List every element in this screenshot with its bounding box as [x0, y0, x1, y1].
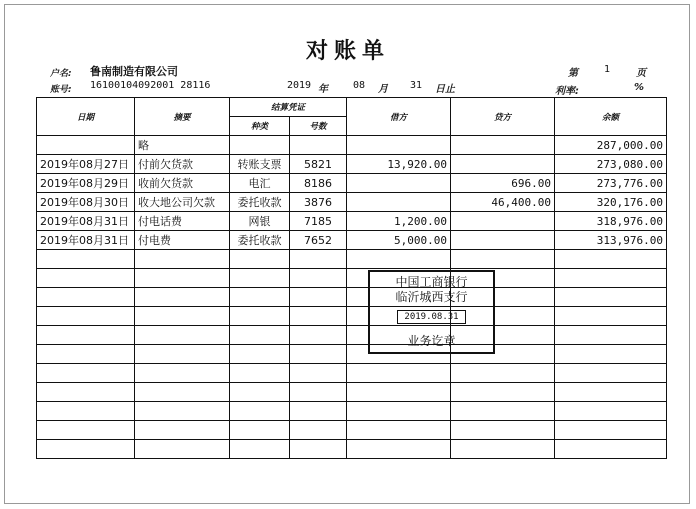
- cell-empty: [555, 421, 667, 440]
- cell-empty: [135, 383, 230, 402]
- table-row: [37, 212, 667, 231]
- cell-credit: [451, 155, 555, 174]
- account-name: 鲁南制造有限公司: [90, 65, 178, 78]
- table-row-empty: [37, 402, 667, 421]
- cell-voucher-type: [230, 136, 290, 155]
- cell-date: 2019年08月29日: [37, 174, 135, 193]
- cell-empty: [290, 288, 347, 307]
- month-label: 月: [378, 84, 388, 95]
- header-debit: 借方: [347, 98, 451, 136]
- cell-debit: 5,000.00: [347, 231, 451, 250]
- cell-voucher-no: 3876: [290, 193, 347, 212]
- table-row-empty: [37, 326, 667, 345]
- cell-empty: [347, 250, 451, 269]
- statement-year: 2019: [287, 80, 312, 91]
- cell-empty: [290, 440, 347, 459]
- table-row-empty: [37, 364, 667, 383]
- cell-empty: [555, 269, 667, 288]
- cell-empty: [135, 364, 230, 383]
- cell-empty: [451, 440, 555, 459]
- cell-empty: [451, 421, 555, 440]
- cell-balance: 313,976.00: [555, 231, 667, 250]
- cell-balance: 273,776.00: [555, 174, 667, 193]
- header-date: 日期: [37, 98, 135, 136]
- table-row-empty: [37, 269, 667, 288]
- cell-empty: [347, 364, 451, 383]
- cell-balance: 273,080.00: [555, 155, 667, 174]
- rate-label: 利率:: [555, 86, 579, 97]
- cell-empty: [37, 421, 135, 440]
- cell-empty: [37, 402, 135, 421]
- cell-empty: [230, 269, 290, 288]
- header-voucher-type: 种类: [230, 117, 290, 136]
- cell-voucher-no: 5821: [290, 155, 347, 174]
- cell-empty: [290, 250, 347, 269]
- cell-empty: [555, 440, 667, 459]
- table-row: [37, 136, 667, 155]
- cell-empty: [451, 250, 555, 269]
- cell-empty: [290, 345, 347, 364]
- cell-empty: [135, 402, 230, 421]
- cell-empty: [37, 440, 135, 459]
- cell-empty: [135, 307, 230, 326]
- cell-empty: [290, 326, 347, 345]
- cell-empty: [135, 326, 230, 345]
- cell-empty: [230, 307, 290, 326]
- cell-empty: [37, 269, 135, 288]
- cell-credit: 46,400.00: [451, 193, 555, 212]
- cell-empty: [230, 364, 290, 383]
- table-row: [37, 193, 667, 212]
- cell-date: 2019年08月31日: [37, 212, 135, 231]
- header-balance: 余额: [555, 98, 667, 136]
- cell-empty: [290, 421, 347, 440]
- cell-summary: 付电费: [135, 231, 230, 250]
- cell-date: 2019年08月30日: [37, 193, 135, 212]
- cell-voucher-no: 8186: [290, 174, 347, 193]
- statement-day: 31: [410, 80, 423, 91]
- cell-voucher-no: [290, 136, 347, 155]
- cell-voucher-type: 委托收款: [230, 231, 290, 250]
- cell-empty: [555, 250, 667, 269]
- stamp-date: 2019.08.31: [397, 310, 465, 324]
- cell-empty: [230, 440, 290, 459]
- cell-voucher-type: 电汇: [230, 174, 290, 193]
- cell-empty: [230, 250, 290, 269]
- account-no: 16100104092001 28116: [90, 80, 211, 91]
- table-row-empty: [37, 345, 667, 364]
- cell-empty: [37, 288, 135, 307]
- cell-date: [37, 136, 135, 155]
- document-title: 对账单: [305, 38, 390, 64]
- table-row: [37, 155, 667, 174]
- cell-credit: 696.00: [451, 174, 555, 193]
- cell-empty: [347, 421, 451, 440]
- header-summary: 摘要: [135, 98, 230, 136]
- cell-empty: [290, 364, 347, 383]
- cell-empty: [451, 364, 555, 383]
- cell-empty: [135, 269, 230, 288]
- cell-debit: 13,920.00: [347, 155, 451, 174]
- page-label-pre: 第: [568, 68, 578, 79]
- cell-empty: [135, 250, 230, 269]
- cell-voucher-no: 7652: [290, 231, 347, 250]
- cell-summary: 付电话费: [135, 212, 230, 231]
- statement-month: 08: [353, 80, 366, 91]
- cell-debit: [347, 193, 451, 212]
- cell-summary: 收大地公司欠款: [135, 193, 230, 212]
- cell-empty: [37, 364, 135, 383]
- cell-empty: [555, 402, 667, 421]
- cell-empty: [555, 326, 667, 345]
- cell-empty: [230, 421, 290, 440]
- cell-empty: [135, 421, 230, 440]
- table-row-empty: [37, 288, 667, 307]
- cell-empty: [555, 307, 667, 326]
- cell-voucher-type: 网银: [230, 212, 290, 231]
- stamp-branch-name: 临沂城西支行: [395, 290, 468, 304]
- cell-empty: [555, 288, 667, 307]
- cell-date: 2019年08月31日: [37, 231, 135, 250]
- cell-empty: [555, 383, 667, 402]
- statement-table: [36, 97, 667, 459]
- cell-empty: [555, 345, 667, 364]
- cell-empty: [290, 383, 347, 402]
- header-voucher-no: 号数: [290, 117, 347, 136]
- table-row-empty: [37, 440, 667, 459]
- table-row: [37, 231, 667, 250]
- header-voucher: 结算凭证: [230, 98, 347, 117]
- cell-debit: [347, 174, 451, 193]
- cell-debit: [347, 136, 451, 155]
- table-row-empty: [37, 250, 667, 269]
- cell-credit: [451, 136, 555, 155]
- table-row-empty: [37, 383, 667, 402]
- table-row-empty: [37, 421, 667, 440]
- cell-empty: [230, 288, 290, 307]
- cell-debit: 1,200.00: [347, 212, 451, 231]
- page-label-post: 页: [636, 68, 646, 79]
- cell-voucher-type: 委托收款: [230, 193, 290, 212]
- cell-empty: [555, 364, 667, 383]
- cell-empty: [347, 383, 451, 402]
- cell-empty: [37, 383, 135, 402]
- bank-stamp: [368, 270, 495, 354]
- rate-unit: %: [634, 82, 645, 93]
- header-credit: 贷方: [451, 98, 555, 136]
- stamp-seal-text: 业务讫章: [407, 334, 456, 348]
- page-number: 1: [604, 64, 611, 75]
- cell-empty: [290, 307, 347, 326]
- cell-empty: [230, 345, 290, 364]
- cell-date: 2019年08月27日: [37, 155, 135, 174]
- account-name-label: 户名:: [50, 69, 72, 79]
- year-label: 年: [318, 84, 328, 95]
- cell-empty: [37, 326, 135, 345]
- cell-empty: [451, 383, 555, 402]
- account-no-label: 账号:: [50, 85, 72, 95]
- cell-empty: [230, 326, 290, 345]
- cell-empty: [37, 345, 135, 364]
- stamp-bank-name: 中国工商银行: [395, 275, 468, 289]
- cell-empty: [290, 269, 347, 288]
- day-label: 日止: [435, 84, 455, 95]
- cell-empty: [451, 402, 555, 421]
- cell-summary: 略: [135, 136, 230, 155]
- cell-voucher-type: 转账支票: [230, 155, 290, 174]
- cell-balance: 318,976.00: [555, 212, 667, 231]
- table-row: [37, 174, 667, 193]
- cell-empty: [135, 345, 230, 364]
- cell-empty: [37, 250, 135, 269]
- cell-balance: 320,176.00: [555, 193, 667, 212]
- cell-credit: [451, 212, 555, 231]
- cell-empty: [290, 402, 347, 421]
- cell-empty: [135, 440, 230, 459]
- cell-empty: [230, 402, 290, 421]
- cell-empty: [135, 288, 230, 307]
- cell-empty: [347, 440, 451, 459]
- table-row-empty: [37, 307, 667, 326]
- cell-empty: [347, 402, 451, 421]
- cell-summary: 付前欠货款: [135, 155, 230, 174]
- cell-empty: [37, 307, 135, 326]
- cell-voucher-no: 7185: [290, 212, 347, 231]
- cell-balance: 287,000.00: [555, 136, 667, 155]
- cell-empty: [230, 383, 290, 402]
- cell-credit: [451, 231, 555, 250]
- cell-summary: 收前欠货款: [135, 174, 230, 193]
